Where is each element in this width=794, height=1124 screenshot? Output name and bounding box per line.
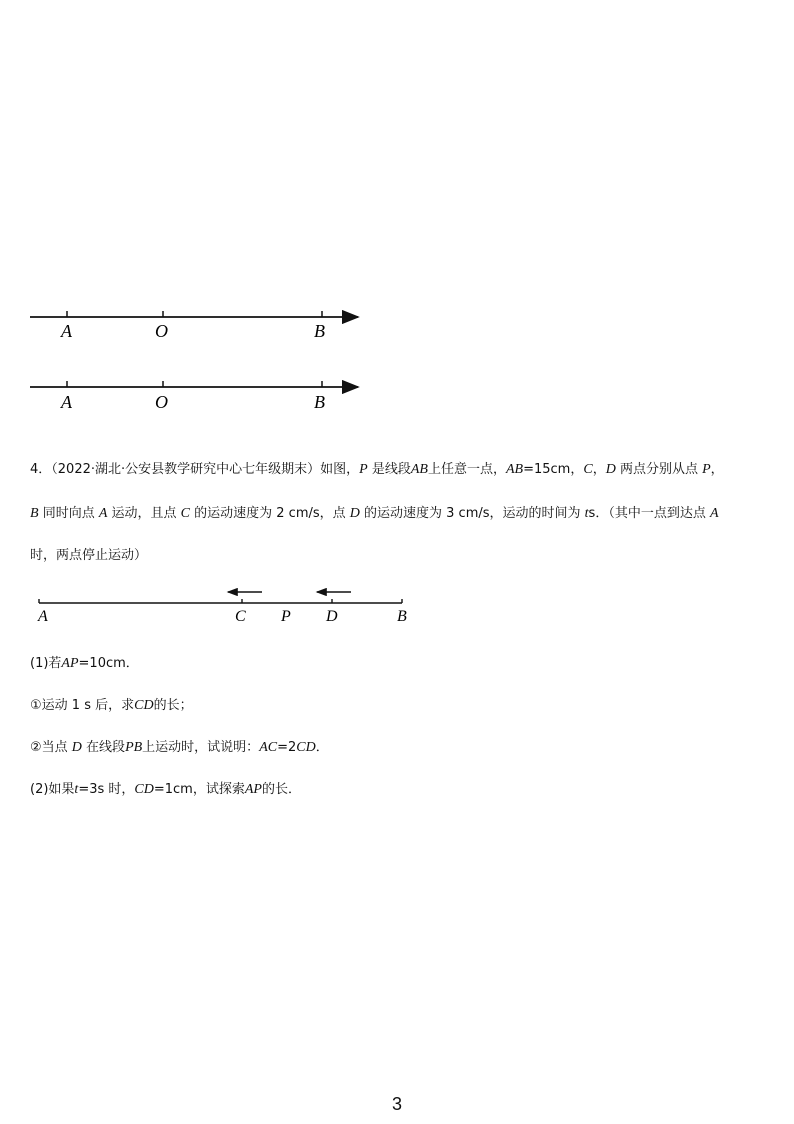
problem-line-2 — [30, 502, 719, 522]
text-fragment: (1)若 — [30, 656, 62, 671]
var-ac: AC — [259, 740, 278, 755]
text-fragment: 的长． — [261, 782, 301, 797]
problem-line-3 — [30, 544, 147, 563]
problem-number: 4． — [30, 462, 52, 477]
segment-label-p: P — [281, 608, 291, 625]
number-line-2-label-o: O — [155, 392, 168, 412]
text-fragment: 的运动速度为 3 cm/s，运动的时间为 — [359, 506, 585, 521]
segment-label-c: C — [235, 608, 246, 625]
var-d: D — [349, 506, 360, 521]
text-fragment: ， — [592, 462, 606, 477]
text-fragment: (2)如果 — [30, 782, 75, 797]
var-pb: PB — [125, 740, 143, 755]
segment-label-a: A — [38, 608, 48, 625]
var-t: t — [584, 506, 589, 521]
text-fragment: 同时向点 — [38, 506, 99, 521]
problem-line-1 — [30, 458, 724, 478]
text-fragment: =15cm， — [523, 462, 584, 477]
text-fragment: ， — [710, 462, 724, 477]
var-d: D — [71, 740, 82, 755]
var-cd: CD — [134, 782, 154, 797]
var-cd: CD — [296, 740, 316, 755]
number-line-1-label-b: B — [314, 321, 325, 341]
number-line-1 — [30, 311, 358, 341]
number-line-1-label-a: A — [61, 321, 72, 341]
var-p: P — [359, 462, 368, 477]
var-a: A — [709, 506, 719, 521]
text-fragment: s．（其中一点到达点 — [588, 506, 710, 521]
segment-figure — [37, 592, 407, 625]
text-fragment: ②当点 — [30, 740, 72, 755]
var-cd: CD — [134, 698, 154, 713]
var-a: A — [98, 506, 108, 521]
text-fragment: ． — [315, 740, 329, 755]
var-ap: AP — [244, 782, 262, 797]
text-fragment: 是线段 — [367, 462, 411, 477]
number-line-1-label-o: O — [155, 321, 168, 341]
text-fragment: 上任意一点， — [427, 462, 506, 477]
number-line-2 — [30, 381, 358, 412]
question-2 — [30, 778, 301, 798]
text-fragment: =3s 时， — [78, 782, 135, 797]
var-b: B — [30, 506, 39, 521]
segment-label-d: D — [326, 608, 338, 625]
var-p: P — [702, 462, 711, 477]
var-ab: AB — [410, 462, 428, 477]
text-fragment: =1cm，试探索 — [153, 782, 245, 797]
question-1-header — [30, 652, 139, 672]
text-fragment: 的长； — [153, 698, 193, 713]
page-number: 3 — [391, 1094, 402, 1114]
text-fragment: 如图， — [320, 462, 360, 477]
var-ab: AB — [505, 462, 524, 477]
text-fragment: =10cm． — [78, 656, 139, 671]
text-fragment: 两点分别从点 — [615, 462, 703, 477]
segment-label-b: B — [397, 608, 407, 625]
var-d: D — [605, 462, 616, 477]
text-fragment: 在线段 — [81, 740, 126, 755]
text-fragment: ①运动 1 s 后，求 — [30, 698, 135, 713]
var-ap: AP — [61, 656, 79, 671]
problem-source: （2022·湖北·公安县教学研究中心七年级期末） — [51, 462, 321, 477]
var-t: t — [74, 782, 79, 797]
question-1-part-2 — [30, 736, 329, 756]
text-fragment: 时，两点停止运动） — [30, 548, 148, 563]
text-fragment: 运动，且点 — [107, 506, 181, 521]
text-fragment: =2 — [277, 740, 297, 755]
var-c: C — [180, 506, 190, 521]
text-fragment: 上运动时，试说明： — [142, 740, 260, 755]
text-fragment: 的运动速度为 2 cm/s，点 — [190, 506, 350, 521]
number-line-2-label-b: B — [314, 392, 325, 412]
number-line-2-label-a: A — [61, 392, 72, 412]
question-1-part-1 — [30, 694, 193, 714]
var-c: C — [583, 462, 593, 477]
